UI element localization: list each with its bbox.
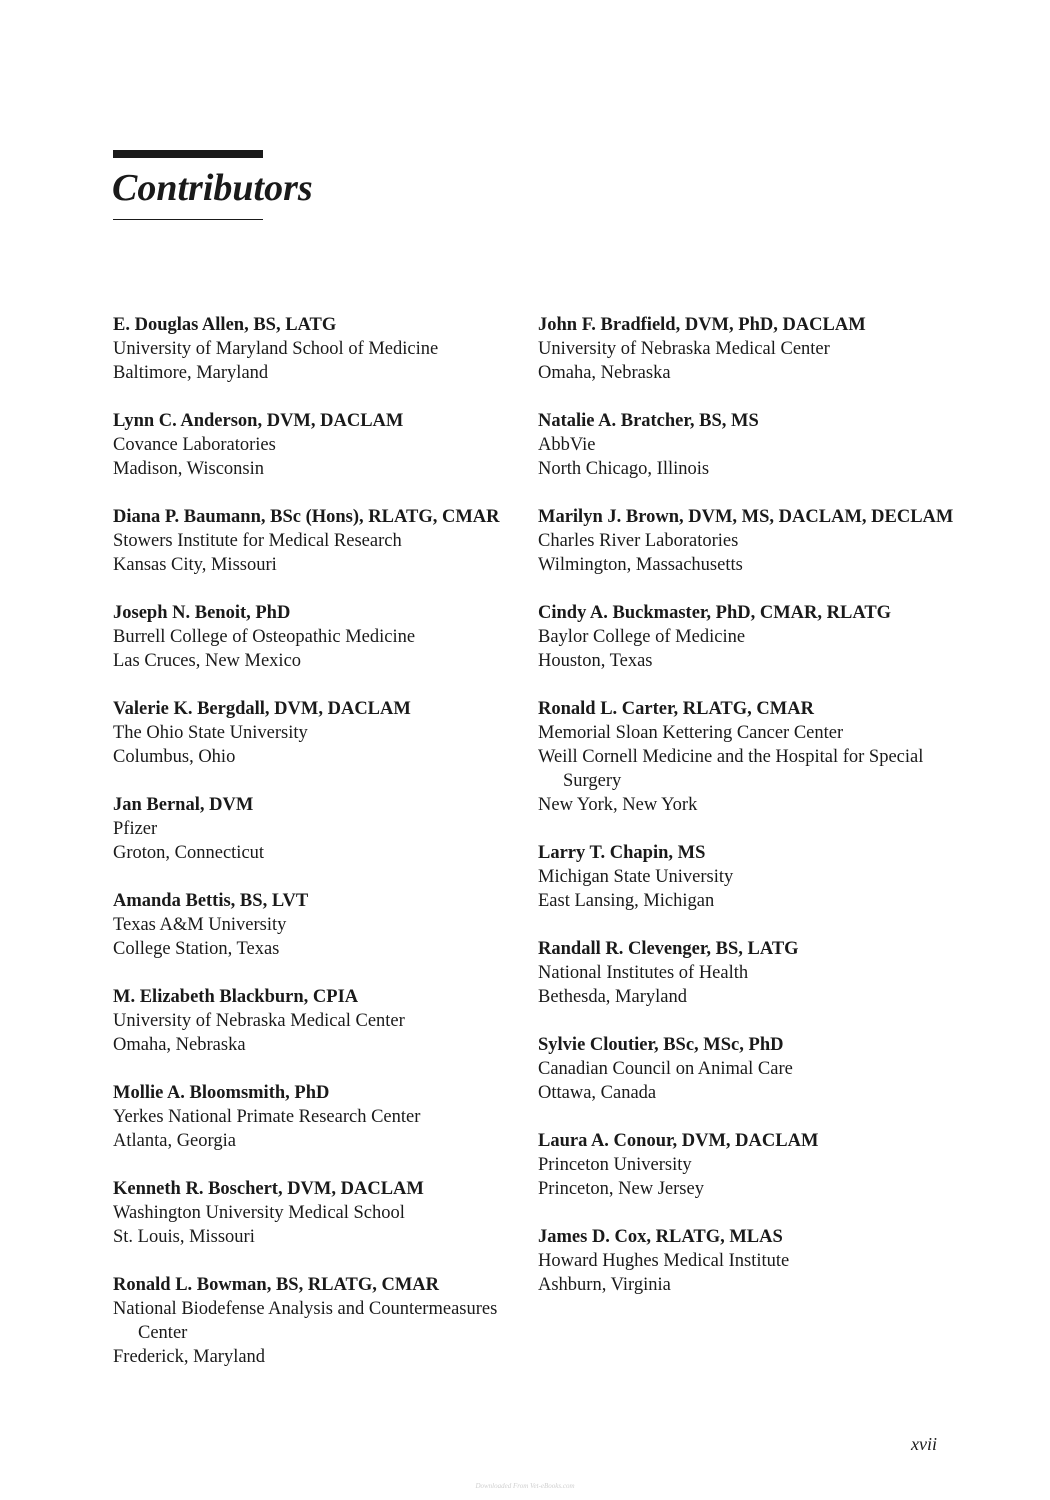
contributor-name: Joseph N. Benoit, PhD: [113, 603, 291, 623]
contributor-location: New York, New York: [538, 795, 698, 815]
contributor-affiliation: Yerkes National Primate Research Center: [113, 1107, 421, 1127]
page-title: Contributors: [112, 167, 313, 209]
contributor-location: Omaha, Nebraska: [113, 1035, 246, 1055]
contributor-affiliation: Charles River Laboratories: [538, 531, 739, 551]
contributor-location: North Chicago, Illinois: [538, 459, 710, 479]
contributor-location: Princeton, New Jersey: [538, 1179, 704, 1199]
contributor-name: Diana P. Baumann, BSc (Hons), RLATG, CMAR: [113, 507, 500, 527]
contributor-affiliation: Weill Cornell Medicine and the Hospital for Special Surgery: [538, 747, 924, 791]
contributor-affiliation: Michigan State University: [538, 867, 734, 887]
contributors-right-column: [538, 313, 958, 1321]
contributor-affiliation: AbbVie: [538, 435, 596, 455]
contributor-location: Madison, Wisconsin: [113, 459, 265, 479]
contributor-affiliation: Texas A&M University: [113, 915, 287, 935]
contributor-entry: [538, 1129, 958, 1201]
contributor-location: Bethesda, Maryland: [538, 987, 687, 1007]
contributor-entry: [538, 1225, 958, 1297]
contributor-name: Larry T. Chapin, MS: [538, 843, 706, 863]
contributor-affiliation: Covance Laboratories: [113, 435, 276, 455]
contributor-name: Kenneth R. Boschert, DVM, DACLAM: [113, 1179, 424, 1199]
contributor-location: Houston, Texas: [538, 651, 653, 671]
footer-watermark: Downloaded From Vet-eBooks.com: [475, 1482, 575, 1490]
contributor-entry: [113, 697, 513, 769]
contributor-name: Marilyn J. Brown, DVM, MS, DACLAM, DECLAM: [538, 507, 954, 527]
contributor-affiliation: University of Nebraska Medical Center: [113, 1011, 405, 1031]
contributor-location: Wilmington, Massachusetts: [538, 555, 743, 575]
contributor-name: M. Elizabeth Blackburn, CPIA: [113, 987, 359, 1007]
contributor-name: Randall R. Clevenger, BS, LATG: [538, 939, 799, 959]
contributor-affiliation: Howard Hughes Medical Institute: [538, 1251, 790, 1271]
contributor-entry: [538, 697, 958, 817]
contributor-location: St. Louis, Missouri: [113, 1227, 255, 1247]
contributor-entry: [538, 841, 958, 913]
contributor-entry: [113, 793, 513, 865]
contributor-location: Omaha, Nebraska: [538, 363, 671, 383]
contributor-entry: [538, 409, 958, 481]
page-number: xvii: [911, 1434, 937, 1454]
contributor-name: Ronald L. Carter, RLATG, CMAR: [538, 699, 814, 719]
contributor-name: Amanda Bettis, BS, LVT: [113, 891, 309, 911]
contributor-entry: [113, 1273, 513, 1369]
contributor-location: College Station, Texas: [113, 939, 280, 959]
contributor-entry: [113, 1177, 513, 1249]
contributor-name: E. Douglas Allen, BS, LATG: [113, 315, 337, 335]
contributor-location: Baltimore, Maryland: [113, 363, 269, 383]
contributor-entry: [538, 313, 958, 385]
contributor-entry: [538, 1033, 958, 1105]
contributor-affiliation: University of Nebraska Medical Center: [538, 339, 830, 359]
contributor-location: Ottawa, Canada: [538, 1083, 657, 1103]
contributor-location: Atlanta, Georgia: [113, 1131, 236, 1151]
contributor-entry: [538, 505, 958, 577]
contributor-affiliation: Stowers Institute for Medical Research: [113, 531, 402, 551]
contributor-name: Jan Bernal, DVM: [113, 795, 254, 815]
contributor-entry: [113, 313, 513, 385]
contributor-affiliation: Burrell College of Osteopathic Medicine: [113, 627, 416, 647]
contributor-name: Cindy A. Buckmaster, PhD, CMAR, RLATG: [538, 603, 892, 623]
contributor-entry: [113, 889, 513, 961]
contributor-affiliation: Canadian Council on Animal Care: [538, 1059, 793, 1079]
contributor-affiliation: Memorial Sloan Kettering Cancer Center: [538, 723, 844, 743]
contributor-entry: [113, 985, 513, 1057]
title-rule-top: [113, 150, 263, 158]
contributor-location: East Lansing, Michigan: [538, 891, 715, 911]
contributor-location: Columbus, Ohio: [113, 747, 236, 767]
contributor-location: Frederick, Maryland: [113, 1347, 266, 1367]
contributor-affiliation: National Institutes of Health: [538, 963, 749, 983]
contributor-affiliation: The Ohio State University: [113, 723, 308, 743]
contributor-location: Groton, Connecticut: [113, 843, 265, 863]
contributor-location: Ashburn, Virginia: [538, 1275, 671, 1295]
contributor-name: John F. Bradfield, DVM, PhD, DACLAM: [538, 315, 866, 335]
contributor-name: Ronald L. Bowman, BS, RLATG, CMAR: [113, 1275, 440, 1295]
contributor-entry: [538, 937, 958, 1009]
contributor-entry: [113, 1081, 513, 1153]
contributor-name: Valerie K. Bergdall, DVM, DACLAM: [113, 699, 411, 719]
contributor-name: James D. Cox, RLATG, MLAS: [538, 1227, 783, 1247]
contributor-affiliation: Pfizer: [113, 819, 158, 839]
contributor-name: Natalie A. Bratcher, BS, MS: [538, 411, 759, 431]
contributor-affiliation: National Biodefense Analysis and Countermeasures Center: [113, 1299, 498, 1343]
contributor-name: Mollie A. Bloomsmith, PhD: [113, 1083, 330, 1103]
contributor-location: Las Cruces, New Mexico: [113, 651, 302, 671]
contributor-entry: [113, 601, 513, 673]
title-rule-bottom: [113, 219, 263, 220]
contributor-location: Kansas City, Missouri: [113, 555, 277, 575]
contributors-left-column: [113, 313, 513, 1393]
contributor-name: Sylvie Cloutier, BSc, MSc, PhD: [538, 1035, 784, 1055]
contributor-entry: [113, 505, 513, 577]
contributor-name: Laura A. Conour, DVM, DACLAM: [538, 1131, 819, 1151]
contributor-entry: [538, 601, 958, 673]
contributor-entry: [113, 409, 513, 481]
contributor-affiliation: Washington University Medical School: [113, 1203, 405, 1223]
contributor-affiliation: Baylor College of Medicine: [538, 627, 746, 647]
contributor-name: Lynn C. Anderson, DVM, DACLAM: [113, 411, 404, 431]
contributor-affiliation: University of Maryland School of Medicine: [113, 339, 439, 359]
contributor-affiliation: Princeton University: [538, 1155, 692, 1175]
